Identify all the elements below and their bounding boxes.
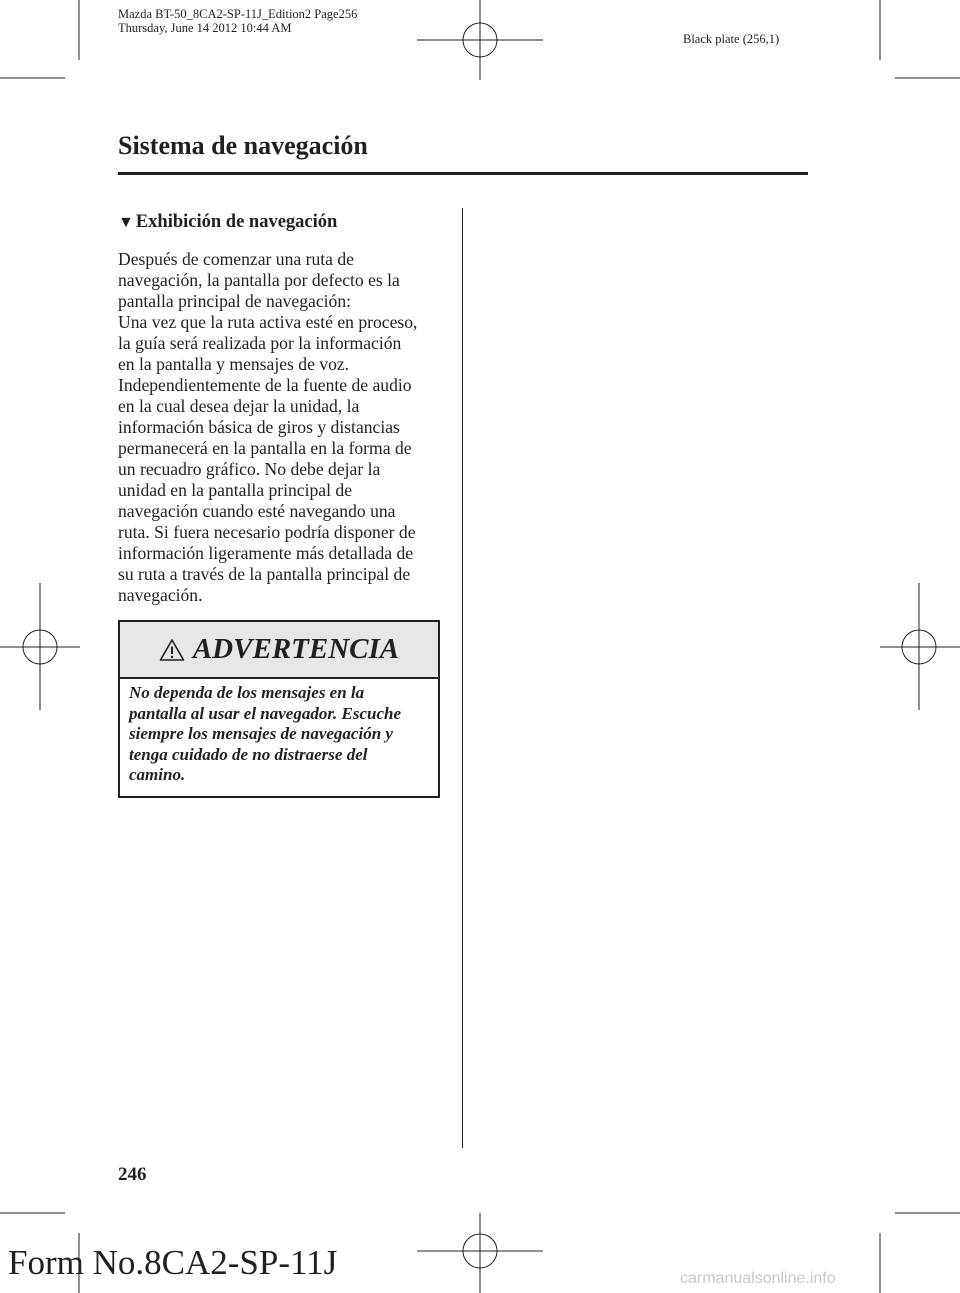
body-line: navegación cuando esté navegando una [118,501,396,521]
section-heading-text: Exhibición de navegación [135,212,338,232]
body-line: Una vez que la ruta activa esté en proceso, [118,312,418,332]
section-heading [118,212,337,233]
section-body [118,249,452,606]
warning-line: camino. [129,765,186,784]
body-line: navegación, la pantalla por defecto es la [118,270,400,290]
body-line: información ligeramente más detallada de [118,543,414,563]
triangle-down-icon: ▼ [118,214,134,231]
body-line: navegación. [118,585,203,605]
warning-box [118,620,440,798]
plate-label: Black plate (256,1) [683,32,780,46]
body-line: pantalla principal de navegación: [118,291,352,311]
body-line: Independientemente de la fuente de audio [118,375,412,395]
body-line: Después de comenzar una ruta de [118,249,354,269]
warning-line: tenga cuidado de no distraerse del [129,744,368,764]
warning-line: pantalla al usar el navegador. Escuche [129,703,402,723]
form-number: Form No.8CA2-SP-11J [8,1243,338,1282]
body-line: en la pantalla y mensajes de voz. [118,354,350,374]
body-line: unidad en la pantalla principal de [118,480,353,500]
warning-header [120,622,438,679]
warning-line: No dependa de los mensajes en la [129,683,365,702]
warning-triangle-icon [159,638,185,662]
print-meta [118,7,357,35]
print-meta-line2: Thursday, June 14 2012 10:44 AM [118,21,292,35]
body-line: su ruta a través de la pantalla principal de [118,564,411,584]
body-line: en la cual desea dejar la unidad, la [118,396,360,416]
print-meta-line1: Mazda BT-50_8CA2-SP-11J_Edition2 Page256 [118,7,358,21]
body-line: ruta. Si fuera necesario podría disponer de [118,522,416,542]
body-line: información básica de giros y distancias [118,417,400,437]
page-title: Sistema de navegación [118,131,368,160]
page-number: 246 [118,1164,147,1185]
warning-body [129,683,434,786]
body-line: un recuadro gráfico. No debe dejar la [118,459,381,479]
watermark: carmanualsonline.info [680,1270,836,1287]
column-divider [462,208,463,1148]
body-line: permanecerá en la pantalla en la forma de [118,438,412,458]
body-line: la guía será realizada por la información [118,333,402,353]
title-rule [118,172,808,175]
warning-title: ADVERTENCIA [192,633,400,665]
warning-line: siempre los mensajes de navegación y [129,724,393,743]
